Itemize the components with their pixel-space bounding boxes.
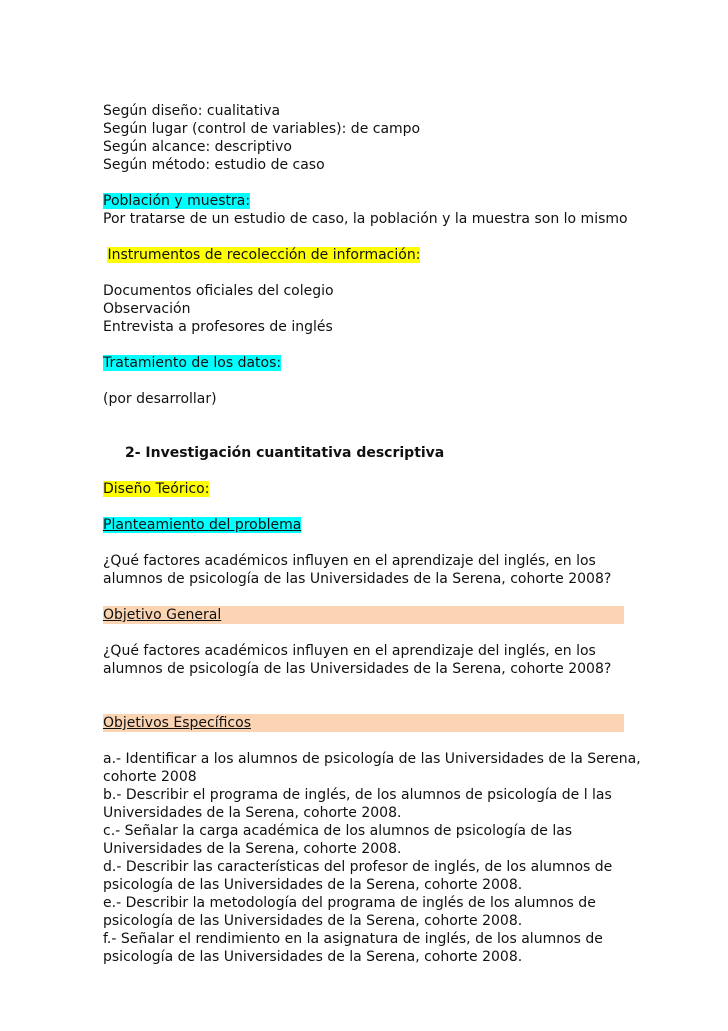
problem-text: ¿Qué factores académicos influyen en el aprendizaje del inglés, en los xyxy=(103,553,596,569)
problem-heading: Planteamiento del problema xyxy=(103,517,302,533)
specific-objective-line: psicología de las Universidades de la Serena, cohorte 2008. xyxy=(103,913,523,929)
specific-objective-line: psicología de las Universidades de la Serena, cohorte 2008. xyxy=(103,949,523,965)
specific-objective-line: f.- Señalar el rendimiento en la asignatura de inglés, de los alumnos de xyxy=(103,931,603,947)
instrument-item: Entrevista a profesores de inglés xyxy=(103,319,333,335)
problem-text: alumnos de psicología de las Universidades de la Serena, cohorte 2008? xyxy=(103,571,612,587)
specific-objective-line: d.- Describir las características del profesor de inglés, de los alumnos de xyxy=(103,859,613,875)
document-page xyxy=(103,102,641,966)
design-line: Según método: estudio de caso xyxy=(103,157,325,173)
section-2-heading: 2- Investigación cuantitativa descriptiva xyxy=(125,445,445,461)
instruments-heading: Instrumentos de recolección de información: xyxy=(107,247,421,263)
data-treatment-text: (por desarrollar) xyxy=(103,391,217,407)
specific-objectives-heading: Objetivos Específicos xyxy=(103,715,251,731)
specific-objective-line: c.- Señalar la carga académica de los alumnos de psicología de las xyxy=(103,823,573,839)
specific-objective-line: b.- Describir el programa de inglés, de los alumnos de psicología de l las xyxy=(103,787,612,803)
specific-objective-line: e.- Describir la metodología del programa de inglés de los alumnos de xyxy=(103,895,596,911)
specific-objective-line: Universidades de la Serena, cohorte 2008. xyxy=(103,805,402,821)
design-line: Según lugar (control de variables): de campo xyxy=(103,121,421,137)
specific-objective-line: cohorte 2008 xyxy=(103,769,197,785)
specific-objective-line: a.- Identificar a los alumnos de psicología de las Universidades de la Serena, xyxy=(103,751,641,767)
specific-objective-line: Universidades de la Serena, cohorte 2008. xyxy=(103,841,402,857)
general-objective-text: ¿Qué factores académicos influyen en el aprendizaje del inglés, en los xyxy=(103,643,596,659)
general-objective-heading: Objetivo General xyxy=(103,607,222,623)
specific-objectives-heading-bar xyxy=(103,714,624,732)
design-line: Según alcance: descriptivo xyxy=(103,139,292,155)
general-objective-text: alumnos de psicología de las Universidades de la Serena, cohorte 2008? xyxy=(103,661,612,677)
instrument-item: Documentos oficiales del colegio xyxy=(103,283,334,299)
theoretical-design-heading: Diseño Teórico: xyxy=(103,481,210,497)
general-objective-heading-bar xyxy=(103,606,624,624)
population-heading: Población y muestra: xyxy=(103,193,251,209)
design-line: Según diseño: cualitativa xyxy=(103,103,281,119)
data-treatment-heading: Tratamiento de los datos: xyxy=(103,355,282,371)
specific-objective-line: psicología de las Universidades de la Serena, cohorte 2008. xyxy=(103,877,523,893)
population-text: Por tratarse de un estudio de caso, la población y la muestra son lo mismo xyxy=(103,211,628,227)
instrument-item: Observación xyxy=(103,301,191,317)
